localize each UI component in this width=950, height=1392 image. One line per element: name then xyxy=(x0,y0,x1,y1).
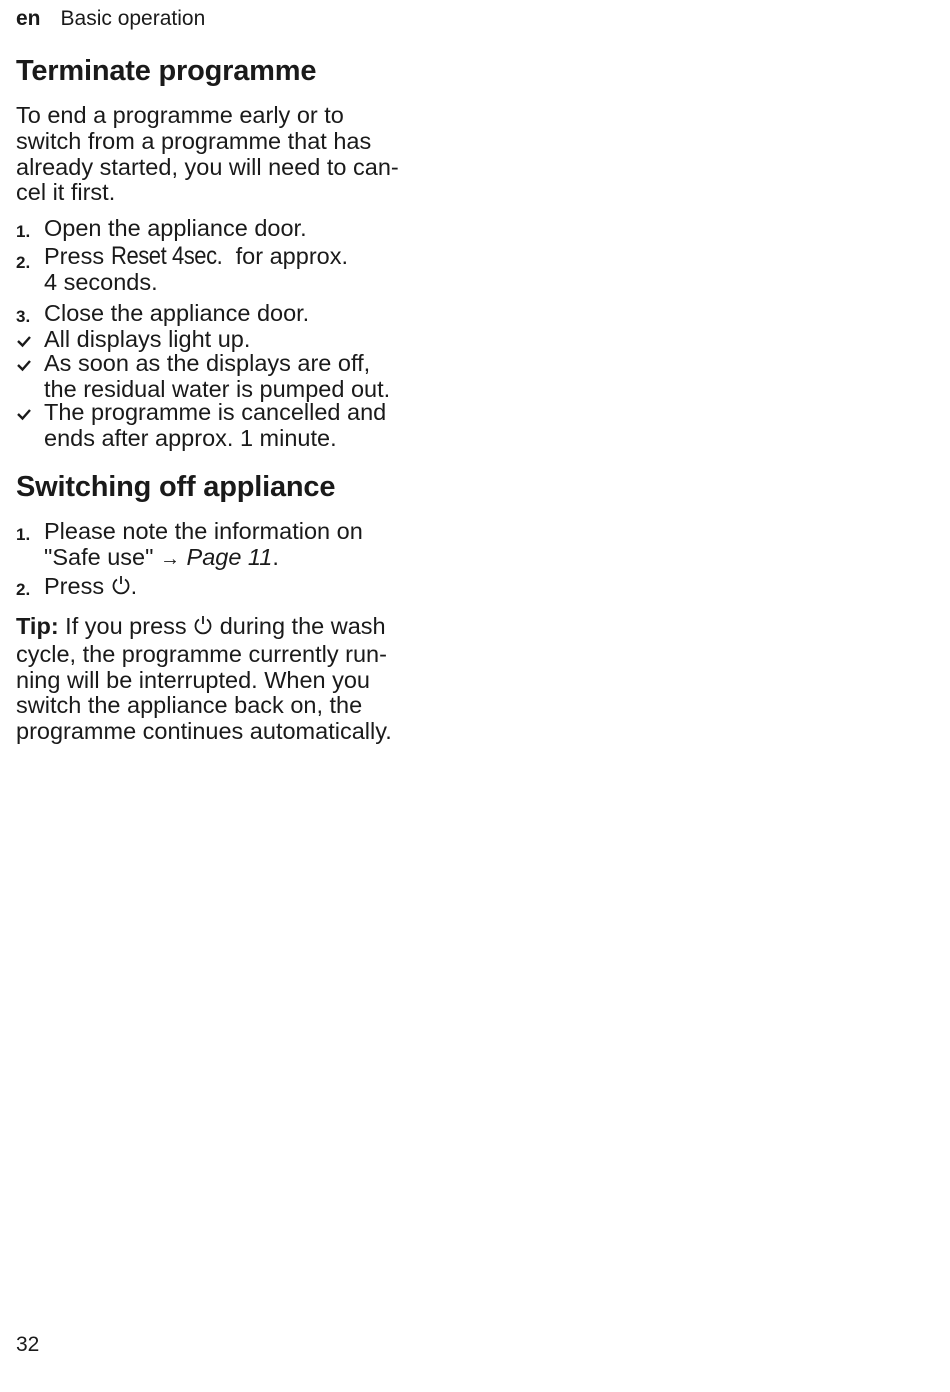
result-programme-cancelled xyxy=(16,400,436,452)
power-icon xyxy=(193,614,213,642)
step-text-pre: Press xyxy=(44,243,111,269)
step-text xyxy=(44,574,436,602)
tip-text: If you press xyxy=(58,613,194,639)
step-text: Close the appliance door. xyxy=(44,300,310,326)
step-text xyxy=(44,244,436,270)
tip-label: Tip: xyxy=(16,613,59,639)
language-code: en xyxy=(16,7,41,30)
step-number: 2. xyxy=(16,253,31,272)
intro-line: cel it first. xyxy=(16,179,116,206)
step-note-safe-use xyxy=(16,519,436,573)
step-text: Open the appliance door. xyxy=(44,215,307,241)
step-number: 3. xyxy=(16,307,31,326)
step-open-door xyxy=(16,216,436,242)
step-text: Please note the information on xyxy=(44,518,363,544)
step-text-line2: 4 seconds. xyxy=(44,268,158,295)
step-text-line2 xyxy=(44,545,436,573)
step-text-post: for approx. xyxy=(229,243,348,269)
check-icon xyxy=(16,351,34,383)
step-text-pre: Press xyxy=(44,573,111,599)
step-press-reset xyxy=(16,244,436,296)
arrow-right-icon: → xyxy=(159,547,180,570)
intro-line: switch from a programme that has xyxy=(16,127,372,154)
tip-line xyxy=(16,614,436,642)
result-text: The programme is cancelled and xyxy=(44,399,387,425)
check-icon xyxy=(16,400,34,432)
period: . xyxy=(272,543,279,570)
heading-terminate-programme: Terminate programme xyxy=(16,55,317,87)
step-number: 1. xyxy=(16,525,31,544)
section-name: Basic operation xyxy=(60,7,206,30)
step-number: 1. xyxy=(16,222,31,241)
page-number: 32 xyxy=(16,1333,40,1356)
step-text-post: . xyxy=(130,573,138,599)
tip-line: switch the appliance back on, the xyxy=(16,692,363,719)
power-icon xyxy=(111,574,131,602)
result-text: ends after approx. 1 minute. xyxy=(44,424,337,451)
tip-line: ning will be interrupted. When you xyxy=(16,666,371,693)
tip-line: cycle, the programme currently run- xyxy=(16,640,387,667)
result-water-pumped xyxy=(16,351,436,403)
result-text: As soon as the displays are off, xyxy=(44,350,371,376)
result-text: All displays light up. xyxy=(44,326,251,352)
running-header xyxy=(16,6,205,32)
result-text: the residual water is pumped out. xyxy=(44,375,391,402)
heading-switching-off: Switching off appliance xyxy=(16,471,336,503)
result-displays-light xyxy=(16,327,436,353)
page-reference-link[interactable]: Page 11 xyxy=(186,543,273,570)
tip-paragraph xyxy=(16,614,436,745)
step-number: 2. xyxy=(16,580,31,599)
tip-text: during the wash xyxy=(213,613,386,639)
step-close-door xyxy=(16,301,436,327)
tip-line: programme continues automatically. xyxy=(16,718,392,745)
reset-key-label: Reset 4sec. xyxy=(110,242,222,270)
intro-line: To end a programme early or to xyxy=(16,102,344,128)
step-press-power xyxy=(16,574,436,602)
intro-line: already started, you will need to can- xyxy=(16,153,399,180)
intro-paragraph xyxy=(16,103,436,206)
safe-use-ref: "Safe use" xyxy=(44,543,160,570)
